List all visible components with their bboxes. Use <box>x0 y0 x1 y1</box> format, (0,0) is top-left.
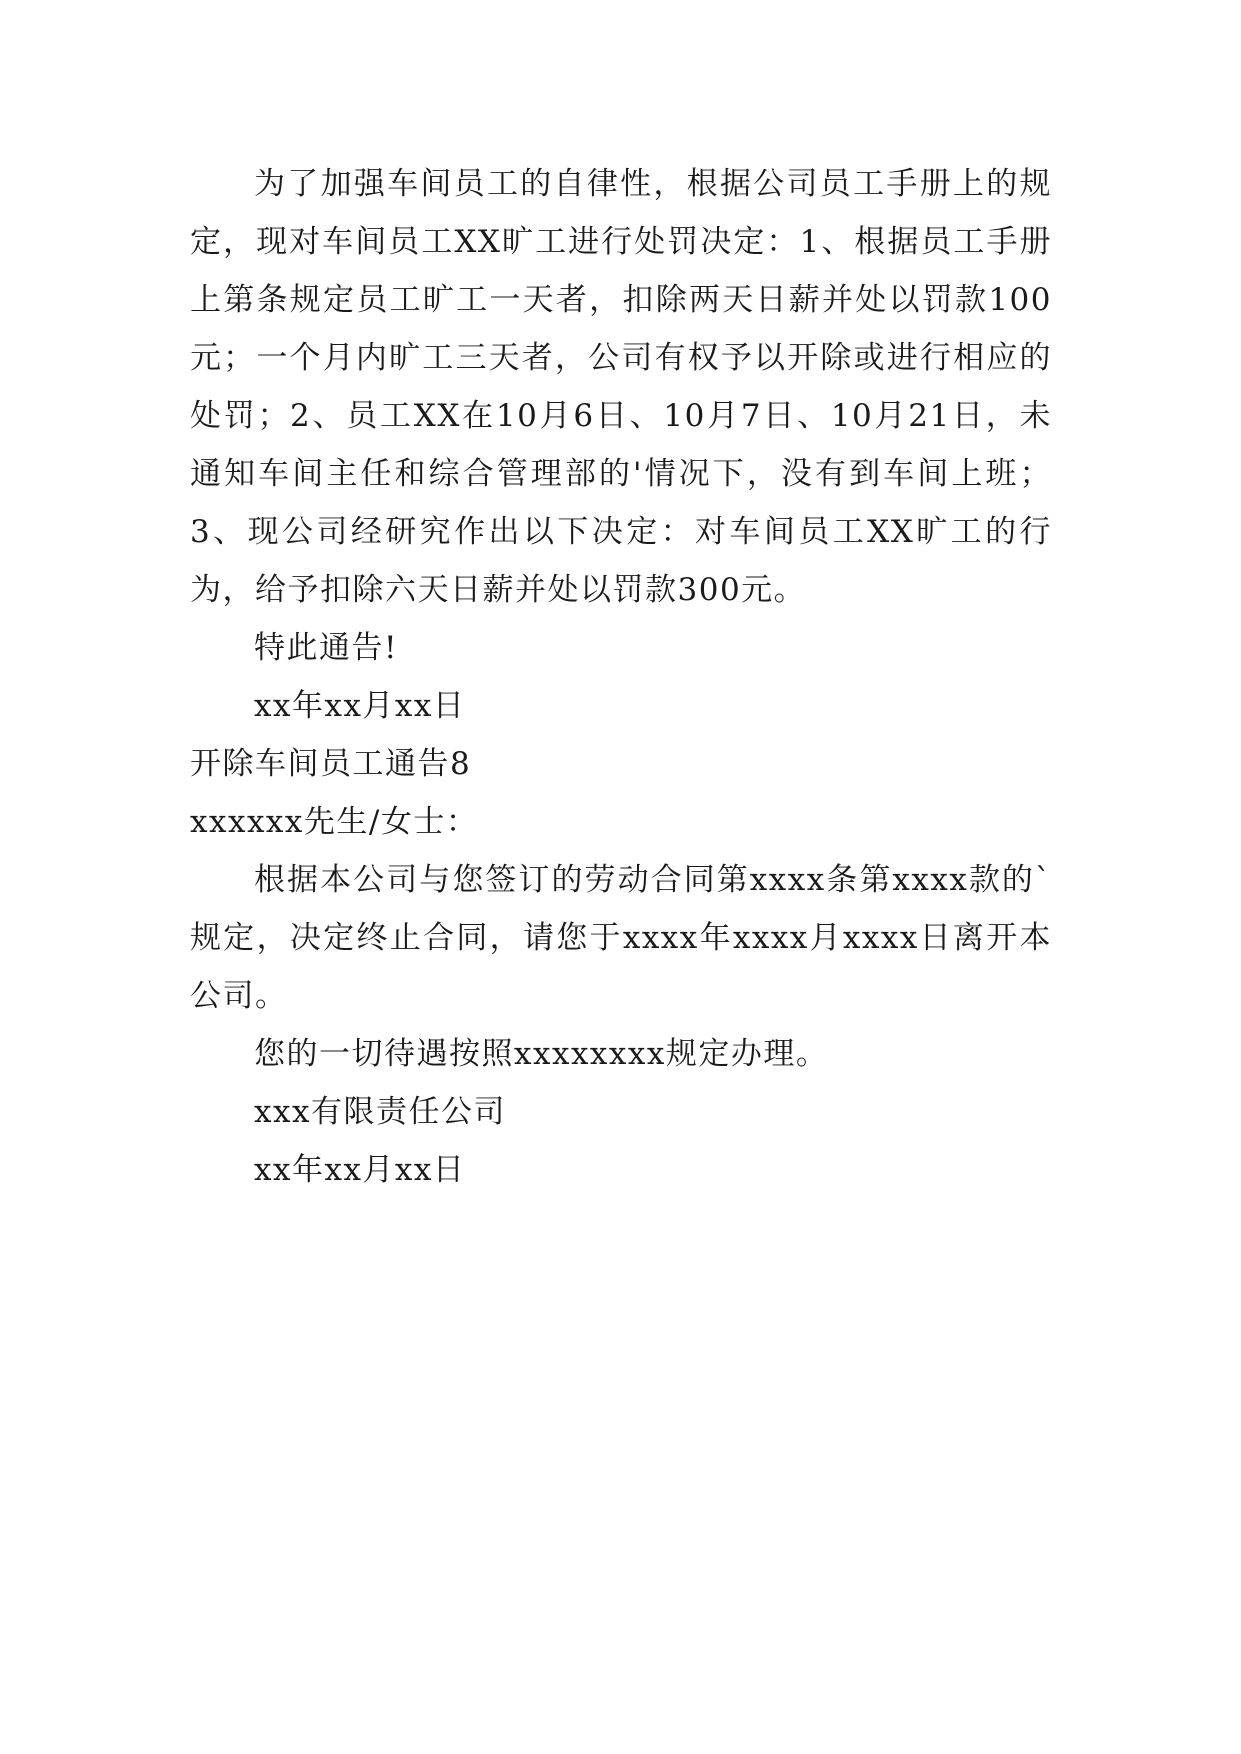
salutation: xxxxxx先生/女士： <box>190 804 479 840</box>
document-body <box>190 155 1052 1199</box>
termination-paragraph: 根据本公司与您签订的劳动合同第xxxx条第xxxx款的`规定，决定终止合同，请您于xxxx年xxxx月xxxx日离开本公司。 <box>190 862 1052 1014</box>
section-heading: 开除车间员工通告8 <box>190 746 472 782</box>
penalty-paragraph: 为了加强车间员工的自律性，根据公司员工手册上的规定，现对车间员工XX旷工进行处罚决定：1、根据员工手册上第条规定员工旷工一天者，扣除两天日薪并处以罚款100元；一个月内旷工三天者，公司有权予以开除或进行相应的处罚；2、员工XX在10月6日、10月7日、10月21日，未通知车间主任和综合管理部的'情况下，没有到车间上班；3、现公司经研究作出以下决定：对车间员工XX旷工的行为，给予扣除六天日薪并处以罚款300元。 <box>190 166 1052 608</box>
company-signature: xxx有限责任公司 <box>254 1094 506 1130</box>
notice-date: xx年xx月xx日 <box>254 688 466 724</box>
signature-date: xx年xx月xx日 <box>254 1152 466 1188</box>
treatment-paragraph: 您的一切待遇按照xxxxxxxx规定办理。 <box>254 1036 829 1072</box>
notice-closing: 特此通告! <box>254 630 398 666</box>
